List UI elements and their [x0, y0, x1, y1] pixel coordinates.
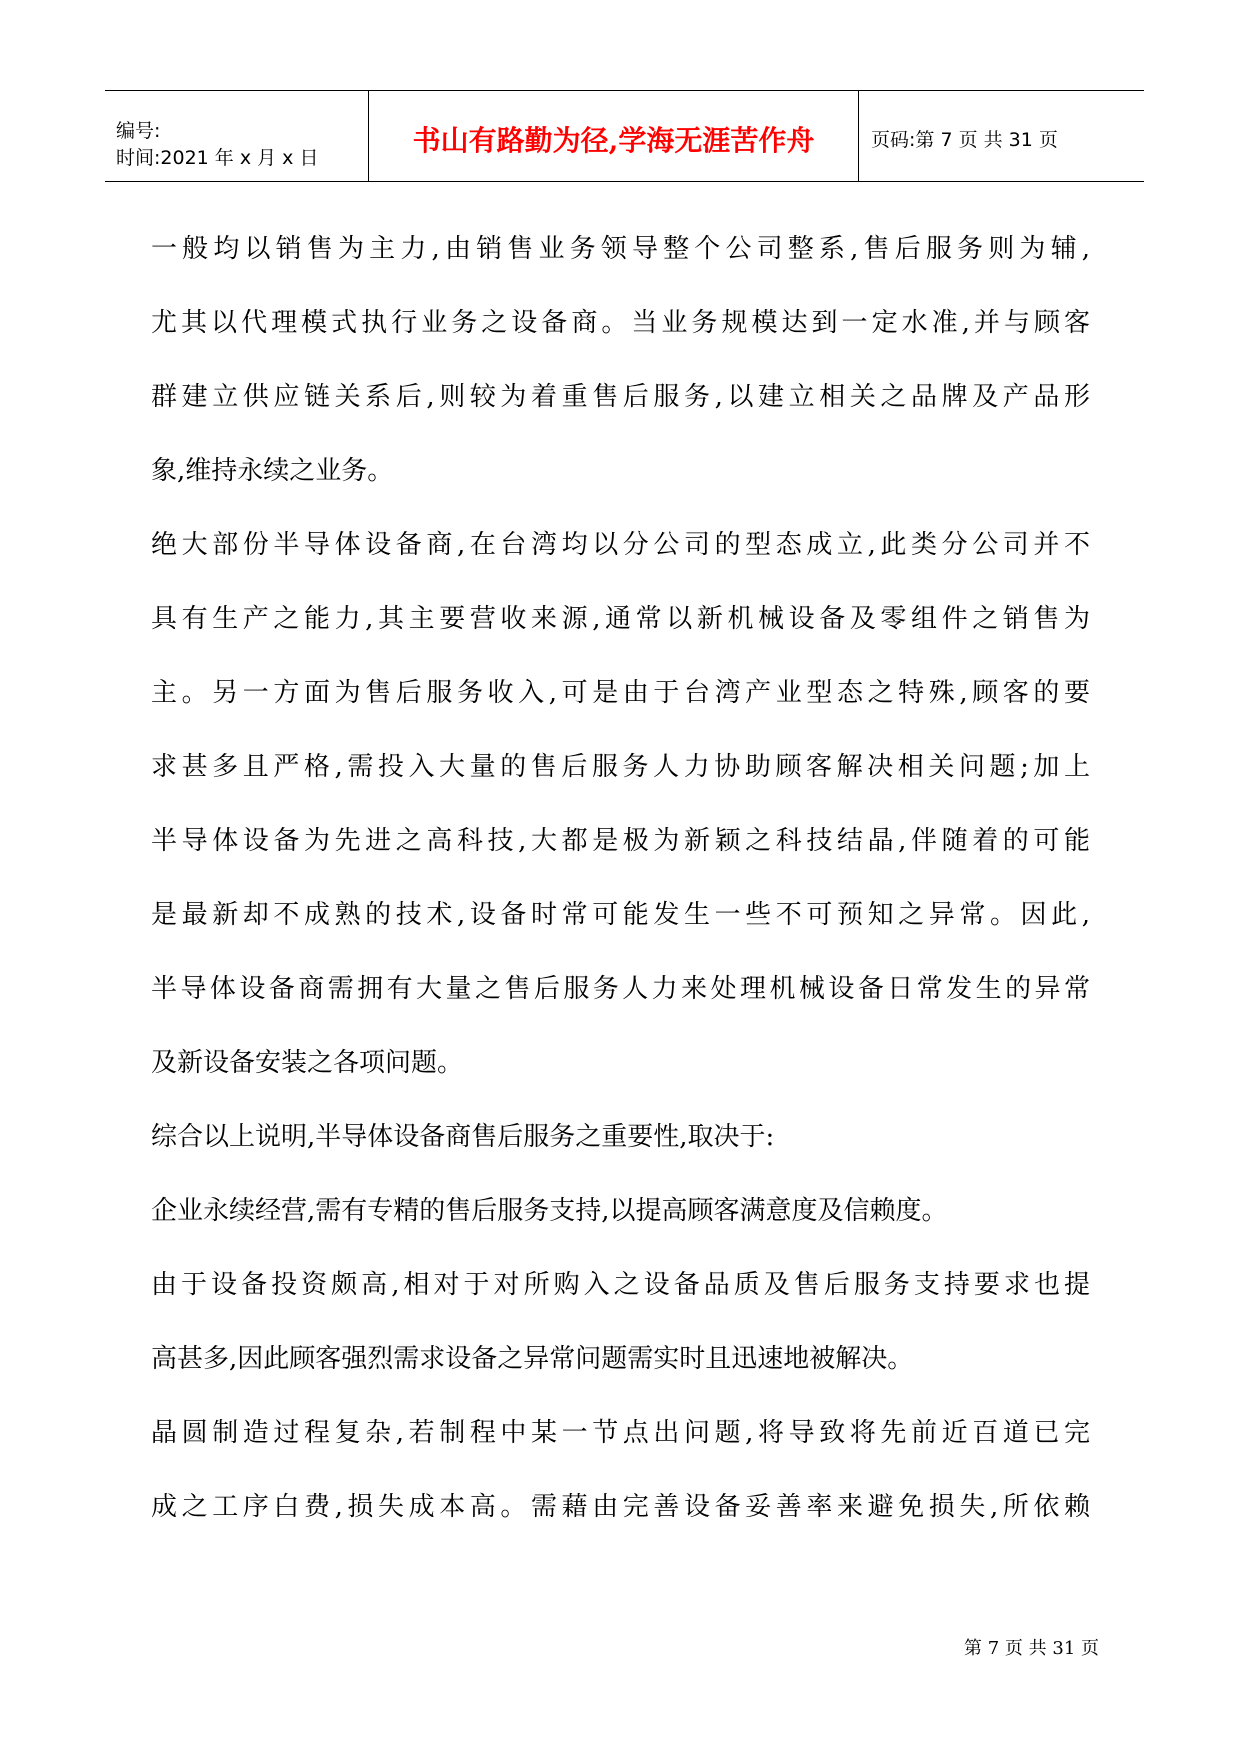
body-line: 综合以上说明,半导体设备商售后服务之重要性,取决于: [151, 1122, 775, 1152]
body-line: 是最新却不成熟的技术,设备时常可能发生一些不可预知之异常。因此, [151, 900, 1090, 930]
body-line: 企业永续经营,需有专精的售后服务支持,以提高顾客满意度及信赖度。 [151, 1196, 948, 1226]
body-line: 具有生产之能力,其主要营收来源,通常以新机械设备及零组件之销售为 [151, 604, 1090, 634]
page-footer: 第 7 页 共 31 页 [964, 1638, 1099, 1659]
body-line: 高甚多,因此顾客强烈需求设备之异常问题需实时且迅速地被解决。 [151, 1344, 914, 1374]
header-page-cell [859, 91, 1144, 181]
body-line: 求甚多且严格,需投入大量的售后服务人力协助顾客解决相关问题;加上 [151, 752, 1090, 782]
body-line: 成之工序白费,损失成本高。需藉由完善设备妥善率来避免损失,所依赖 [151, 1492, 1090, 1522]
document-body [151, 212, 1090, 1544]
header-motto: 书山有路勤为径,学海无涯苦作舟 [412, 124, 815, 157]
body-line: 群建立供应链关系后,则较为着重售后服务,以建立相关之品牌及产品形 [151, 382, 1090, 412]
body-line: 主。另一方面为售后服务收入,可是由于台湾产业型态之特殊,顾客的要 [151, 678, 1090, 708]
body-line: 半导体设备商需拥有大量之售后服务人力来处理机械设备日常发生的异常 [151, 974, 1090, 1004]
header-motto-cell [369, 91, 859, 181]
body-line: 尤其以代理模式执行业务之设备商。当业务规模达到一定水准,并与顾客 [151, 308, 1090, 338]
body-line: 由于设备投资颇高,相对于对所购入之设备品质及售后服务支持要求也提 [151, 1270, 1090, 1300]
body-line: 一般均以销售为主力,由销售业务领导整个公司整系,售后服务则为辅, [151, 234, 1090, 264]
body-line: 象,维持永续之业务。 [151, 456, 394, 486]
body-line: 晶圆制造过程复杂,若制程中某一节点出问题,将导致将先前近百道已完 [151, 1418, 1090, 1448]
page-header [105, 90, 1144, 182]
body-line: 及新设备安装之各项问题。 [151, 1048, 464, 1078]
document-number-label: 编号: [116, 120, 161, 142]
body-line: 半导体设备为先进之高科技,大都是极为新颖之科技结晶,伴随着的可能 [151, 826, 1090, 856]
header-info-cell [105, 91, 369, 181]
body-line: 绝大部份半导体设备商,在台湾均以分公司的型态成立,此类分公司并不 [151, 530, 1090, 560]
document-time-label: 时间:2021 年 x 月 x 日 [116, 147, 319, 169]
header-page-code: 页码:第 7 页 共 31 页 [871, 129, 1058, 151]
